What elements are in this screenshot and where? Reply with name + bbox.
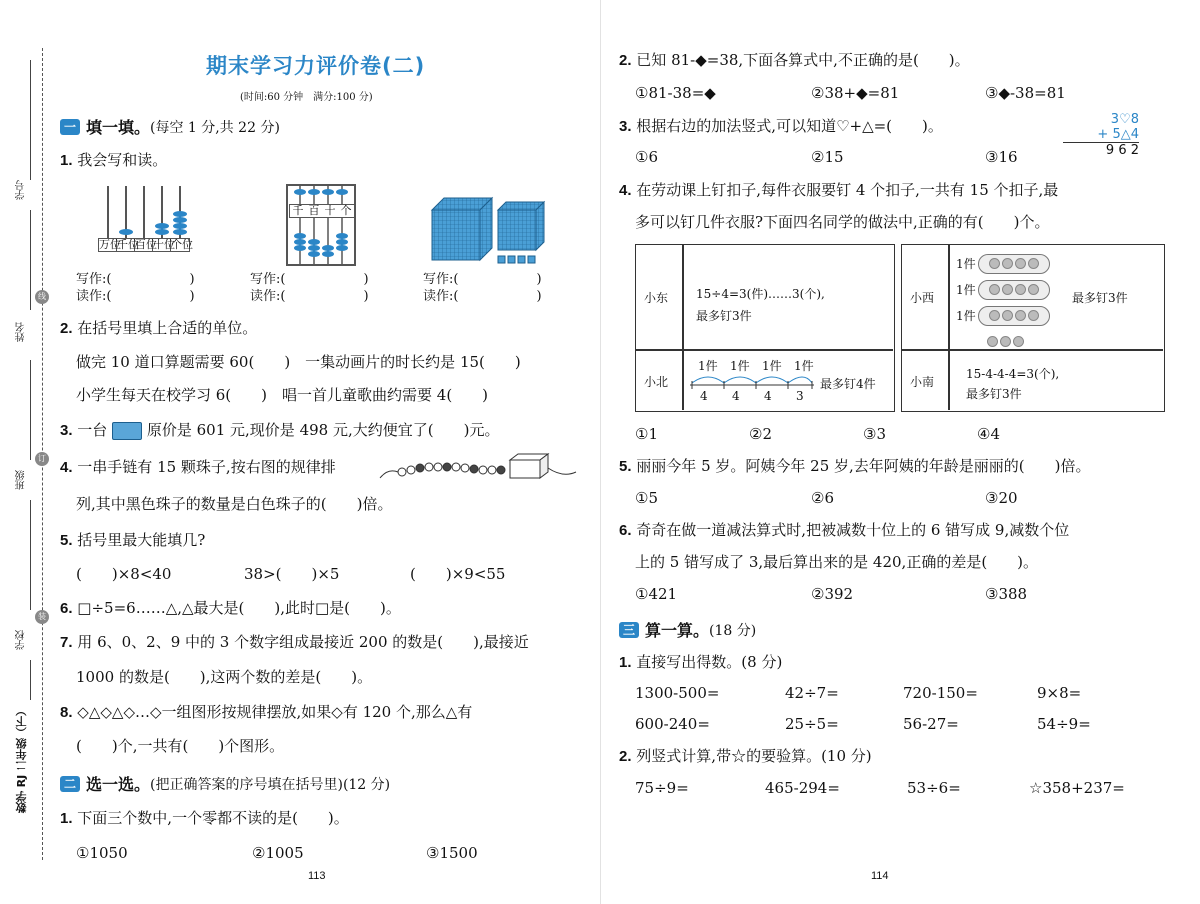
cube-blocks-picture [430,196,550,266]
addition-row-2: + 5△4 [1063,127,1139,143]
student-name: 小北 [644,375,669,389]
section-title: 填一填。 [86,118,151,137]
button-group-icon [978,305,1050,326]
question-number: 1. [60,810,73,827]
option[interactable]: ③388 [985,585,1028,603]
option[interactable]: ③20 [985,489,1018,507]
choice-question-2 [619,50,970,71]
question-text: 根据右边的加法竖式,可以知道♡+△=( )。 [636,117,943,135]
read-answer-1[interactable]: 读作:( ) [76,289,195,304]
student-name: 小南 [910,375,935,389]
label-name: 姓名 [16,322,27,342]
question-number: 1. [619,654,632,671]
fill-line [30,500,31,610]
write-answer-3[interactable]: 写作:( ) [423,272,542,287]
question-text: 用 6、0、2、9 中的 3 个数字组成最接近 200 的数是( ),最接近 [77,633,529,651]
right-page [600,0,1200,904]
question-number: 2. [619,52,632,69]
calc-item[interactable]: 75÷9= [635,779,689,797]
read-answer-3[interactable]: 读作:( ) [423,289,542,304]
calc-item[interactable]: 25÷5= [785,715,839,733]
option[interactable]: ②38+◆=81 [811,84,900,102]
leftover-buttons-icon [986,331,1025,350]
xiaoxi-row-label: 1件 [956,257,976,271]
exam-title: 期末学习力评价卷(二) [206,54,426,78]
section-title: 选一选。 [86,775,151,794]
write-answer-1[interactable]: 写作:( ) [76,272,195,287]
option[interactable]: ②15 [811,148,844,166]
hole-xian: 线 [35,290,49,304]
air-conditioner-icon [112,422,142,440]
xiaoxi-row-label: 1件 [956,309,976,323]
book-label: 数学 RJ 二年级（下） [15,705,28,814]
calc-item[interactable]: 1300-500= [635,684,720,702]
option[interactable]: ①6 [635,148,658,166]
calc-item[interactable]: ☆358+237= [1029,779,1125,797]
addition-row-1: 3♡8 [1110,112,1139,127]
calc-item[interactable]: 720-150= [903,684,978,702]
q5-item-1[interactable]: ( )×8<40 [76,565,172,583]
place-label: 个位 [171,238,193,251]
xiaonan-work: 15-4-4-4=3(个), [966,367,1060,381]
fill-line [30,660,31,700]
question-number: 4. [619,182,632,199]
question-number: 5. [60,532,73,549]
section-calculate [619,618,756,641]
q7-line-2: 1000 的数是( ),这两个数的差是( )。 [76,668,373,686]
label-school: 学校 [16,630,27,650]
choice-question-1 [60,808,349,829]
section-badge: 二 [60,776,80,792]
question-text: 我会写和读。 [77,151,168,169]
question-8 [60,702,472,723]
cube-blocks-icon [430,196,550,266]
option[interactable]: ①81-38=◆ [635,84,716,102]
question-text: 直接写出得数。(8 分) [636,653,783,671]
xiaobei-count: 4 [764,389,772,403]
question-number: 6. [60,600,73,617]
question-text: 列竖式计算,带☆的要验算。(10 分) [636,747,872,765]
option[interactable]: ②6 [811,489,834,507]
question-3 [60,420,499,441]
question-5 [60,530,205,551]
question-number: 1. [60,152,73,169]
section-note: (18 分) [709,622,757,639]
calc-item[interactable]: 53÷6= [907,779,961,797]
place-label: 百位 [135,238,157,251]
choice-question-6 [619,520,1069,541]
bracelet-icon [378,452,578,484]
question-4 [60,457,336,478]
question-text: 原价是 601 元,现价是 498 元,大约便宜了( )元。 [146,421,500,439]
section-title: 算一算。 [645,621,710,640]
xiaobei-count: 4 [732,389,740,403]
option[interactable]: ①421 [635,585,678,603]
section-note: (每空 1 分,共 22 分) [150,119,280,136]
xiaoxi-result: 最多钉3件 [1072,291,1128,305]
xiaonan-result: 最多钉3件 [966,387,1022,401]
question-7 [60,632,529,653]
q8-line-2: ( )个,一共有( )个图形。 [76,737,285,755]
section-note: (把正确答案的序号填在括号里)(12 分) [150,776,391,793]
abacus-picture [98,182,193,266]
vertical-addition [1063,112,1139,172]
question-number: 2. [60,320,73,337]
page-number: 114 [871,870,889,882]
calc-item[interactable]: 600-240= [635,715,710,733]
xiaobei-count: 4 [700,389,708,403]
c6-line-2: 上的 5 错写成了 3,最后算出来的是 420,正确的差是( )。 [635,553,1039,571]
question-1 [60,150,167,171]
question-number: 4. [60,459,73,476]
addition-row-3: 9 6 2 [1105,143,1139,158]
section-fill-in [60,115,280,138]
xiaobei-count: 3 [796,389,804,403]
xiaobei-result: 最多钉4件 [820,377,876,391]
exam-subtitle: (时间:60 分钟 满分:100 分) [240,92,373,103]
label-class: 班级 [16,470,27,490]
place-label: 十位 [153,238,175,251]
question-number: 5. [619,458,632,475]
question-text: 在括号里填上合适的单位。 [77,319,258,337]
calc-item[interactable]: 42÷7= [785,684,839,702]
option[interactable]: ②392 [811,585,854,603]
question-text: 丽丽今年 5 岁。阿姨今年 25 岁,去年阿姨的年龄是丽丽的( )倍。 [636,457,1091,475]
question-number: 2. [619,748,632,765]
q4-line-2: 列,其中黑色珠子的数量是白色珠子的( )倍。 [76,495,393,513]
question-text: 下面三个数中,一个零都不读的是( )。 [77,809,349,827]
question-6 [60,598,401,619]
calc-item[interactable]: 56-27= [903,715,959,733]
q2-line-1: 做完 10 道口算题需要 60( ) 一集动画片的时长约是 15( ) [76,353,521,371]
calc-item[interactable]: 465-294= [765,779,840,797]
section-badge: 一 [60,119,80,135]
fill-line [30,360,31,460]
choice-question-5 [619,456,1090,477]
read-answer-2[interactable]: 读作:( ) [250,289,369,304]
methods-box-right [901,244,1165,412]
write-answer-2[interactable]: 写作:( ) [250,272,369,287]
fill-line [30,60,31,180]
bead-counter-picture [286,184,356,266]
hole-ding: 订 [35,452,49,466]
binding-strip [0,0,52,904]
question-text: 在劳动课上钉扣子,每件衣服要钉 4 个扣子,一共有 15 个扣子,最 [636,181,1059,199]
bracelet-picture [378,452,578,484]
xiaoxi-row-label: 1件 [956,283,976,297]
xiaobei-label: 1件 [730,359,750,373]
counter-label: 百 [308,204,320,217]
question-number: 8. [60,704,73,721]
question-2 [60,318,257,339]
xiaobei-label: 1件 [762,359,782,373]
xiaodong-result: 最多钉3件 [696,309,752,323]
choice-question-4 [619,180,1058,201]
option[interactable]: ③◆-38=81 [985,84,1066,102]
label-student-id: 学号 [16,180,27,200]
option[interactable]: ①1 [635,425,658,443]
fill-line [30,210,31,310]
student-name: 小东 [644,291,669,305]
option[interactable]: ③1500 [426,844,478,862]
place-label: 千位 [117,238,139,251]
bead-counter-icon [286,184,356,266]
question-text: 一台 [77,421,108,439]
calc-item[interactable]: 54÷9= [1037,715,1091,733]
question-number: 6. [619,522,632,539]
option[interactable]: ③16 [985,148,1018,166]
option[interactable]: ①1050 [76,844,128,862]
xiaobei-label: 1件 [794,359,814,373]
button-group-icon [978,253,1050,274]
counter-label: 十 [324,204,336,217]
place-label: 万位 [99,238,121,251]
question-text: 奇奇在做一道减法算式时,把被减数十位上的 6 错写成 9,减数个位 [636,521,1070,539]
question-number: 3. [60,422,73,439]
option[interactable]: ④4 [977,425,1000,443]
student-name: 小西 [910,291,935,305]
button-group-icon [978,279,1050,300]
calc-item[interactable]: 9×8= [1037,684,1082,702]
methods-box-left [635,244,895,412]
q5-item-2[interactable]: 38>( )×5 [244,565,340,583]
page-number: 113 [308,870,326,882]
question-number: 7. [60,634,73,651]
option[interactable]: ③3 [863,425,886,443]
option[interactable]: ②1005 [252,844,304,862]
section-choose [60,772,390,795]
choice-question-3 [619,116,943,137]
question-number: 3. [619,118,632,135]
question-text: □÷5=6……△,△最大是( ),此时□是( )。 [77,599,401,617]
question-text: 括号里最大能填几? [77,531,206,549]
option[interactable]: ②2 [749,425,772,443]
question-text: 已知 81-◆=38,下面各算式中,不正确的是( )。 [636,51,970,69]
calc-question-1 [619,652,782,673]
counter-label: 千 [292,204,304,217]
xiaobei-label: 1件 [698,359,718,373]
option[interactable]: ①5 [635,489,658,507]
q5-item-3[interactable]: ( )×9<55 [410,565,506,583]
question-text: 一串手链有 15 颗珠子,按右图的规律排 [77,458,336,476]
calc-question-2 [619,746,872,767]
q2-line-2: 小学生每天在校学习 6( ) 唱一首儿童歌曲约需要 4( ) [76,386,489,404]
question-text: ◇△◇△◇…◇一组图形按规律摆放,如果◇有 120 个,那么△有 [77,703,473,721]
xiaodong-work: 15÷4=3(件)……3(个), [696,287,825,301]
hole-zhuang: 装 [35,610,49,624]
c4-line-2: 多可以钉几件衣服?下面四名同学的做法中,正确的有( )个。 [635,213,1050,231]
section-badge: 三 [619,622,639,638]
abacus-icon [98,182,193,266]
counter-label: 个 [340,204,352,217]
